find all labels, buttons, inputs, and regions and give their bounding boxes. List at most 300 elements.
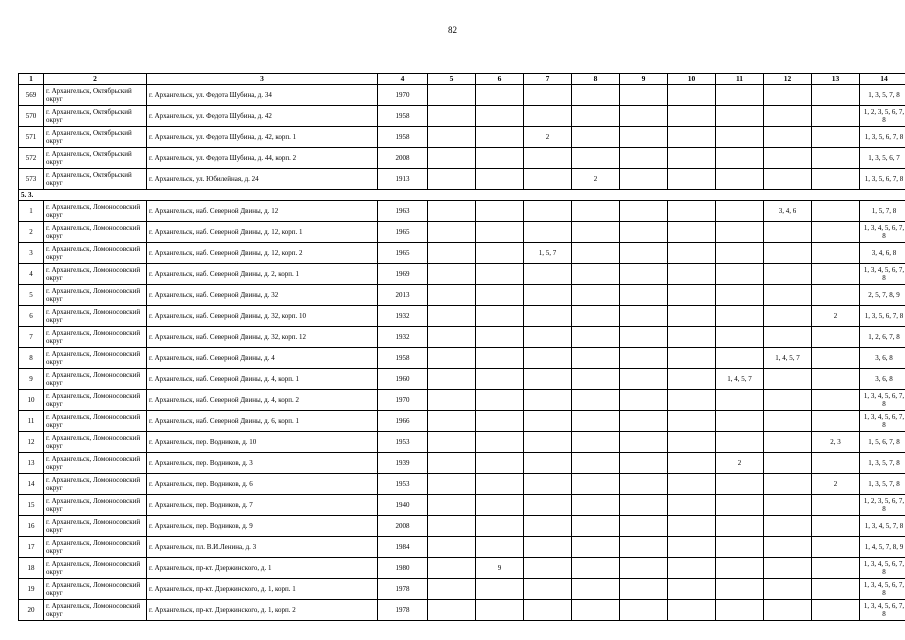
col10-cell: [668, 285, 716, 306]
col7-cell: [524, 516, 572, 537]
district-cell: г. Архангельск, Ломоносовский округ: [44, 369, 147, 390]
address-cell: г. Архангельск, ул. Федота Шубина, д. 44, корп. 2: [147, 148, 378, 169]
col11-cell: [716, 327, 764, 348]
col13-cell: 2: [812, 474, 860, 495]
col10-cell: [668, 243, 716, 264]
row-number: 12: [19, 432, 44, 453]
register-table: [18, 73, 905, 621]
col13-cell: [812, 390, 860, 411]
col12-cell: [764, 537, 812, 558]
col6-cell: [476, 169, 524, 190]
table-row: [19, 285, 905, 306]
col11-cell: [716, 348, 764, 369]
row-number: 20: [19, 600, 44, 621]
col13-cell: [812, 106, 860, 127]
year-cell: 1980: [378, 558, 428, 579]
col8-cell: [572, 285, 620, 306]
col6-cell: [476, 453, 524, 474]
col14-cell: 3, 6, 8: [860, 348, 905, 369]
district-cell: г. Архангельск, Ломоносовский округ: [44, 390, 147, 411]
col8-cell: [572, 327, 620, 348]
col10-cell: [668, 600, 716, 621]
col7-cell: [524, 285, 572, 306]
col13-cell: [812, 285, 860, 306]
col14-cell: 1, 4, 5, 7, 8, 9: [860, 537, 905, 558]
col8-cell: [572, 558, 620, 579]
col12-cell: 1, 4, 5, 7: [764, 348, 812, 369]
col13-cell: [812, 127, 860, 148]
year-cell: 1958: [378, 348, 428, 369]
col13-cell: [812, 558, 860, 579]
col12-cell: [764, 600, 812, 621]
district-cell: г. Архангельск, Ломоносовский округ: [44, 306, 147, 327]
col11-cell: [716, 432, 764, 453]
header-row: [19, 74, 905, 85]
col5-cell: [428, 453, 476, 474]
col13-cell: [812, 411, 860, 432]
address-cell: г. Архангельск, пер. Водников, д. 3: [147, 453, 378, 474]
col10-cell: [668, 127, 716, 148]
year-cell: 2008: [378, 516, 428, 537]
address-cell: г. Архангельск, пер. Водников, д. 7: [147, 495, 378, 516]
table-row: [19, 327, 905, 348]
year-cell: 1984: [378, 537, 428, 558]
col12-cell: [764, 390, 812, 411]
col11-cell: [716, 600, 764, 621]
column-header: 6: [476, 74, 524, 85]
year-cell: 1965: [378, 222, 428, 243]
col11-cell: [716, 474, 764, 495]
table-row: [19, 243, 905, 264]
address-cell: г. Архангельск, наб. Северной Двины, д. 2, корп. 1: [147, 264, 378, 285]
table-row: [19, 411, 905, 432]
col14-cell: 1, 3, 5, 6, 7, 8: [860, 169, 905, 190]
col5-cell: [428, 127, 476, 148]
col9-cell: [620, 369, 668, 390]
address-cell: г. Архангельск, ул. Юбилейная, д. 24: [147, 169, 378, 190]
col14-cell: 1, 3, 4, 5, 6, 7, 8: [860, 222, 905, 243]
col7-cell: [524, 169, 572, 190]
col8-cell: [572, 369, 620, 390]
col7-cell: [524, 390, 572, 411]
col12-cell: [764, 148, 812, 169]
district-cell: г. Архангельск, Ломоносовский округ: [44, 579, 147, 600]
col12-cell: [764, 169, 812, 190]
col8-cell: [572, 453, 620, 474]
col5-cell: [428, 148, 476, 169]
col14-cell: 1, 3, 5, 6, 7: [860, 148, 905, 169]
col13-cell: [812, 243, 860, 264]
address-cell: г. Архангельск, наб. Северной Двины, д. 32, корп. 12: [147, 327, 378, 348]
col13-cell: 2: [812, 306, 860, 327]
district-cell: г. Архангельск, Ломоносовский округ: [44, 537, 147, 558]
col7-cell: [524, 306, 572, 327]
table-row: [19, 390, 905, 411]
col14-cell: 1, 3, 4, 5, 6, 7, 8: [860, 579, 905, 600]
row-number: 570: [19, 106, 44, 127]
col6-cell: 9: [476, 558, 524, 579]
col5-cell: [428, 348, 476, 369]
table-row: [19, 348, 905, 369]
col9-cell: [620, 600, 668, 621]
col5-cell: [428, 432, 476, 453]
district-cell: г. Архангельск, Октябрьский округ: [44, 127, 147, 148]
col14-cell: 1, 3, 5, 6, 7, 8: [860, 306, 905, 327]
col14-cell: 1, 2, 6, 7, 8: [860, 327, 905, 348]
col7-cell: [524, 85, 572, 106]
col10-cell: [668, 411, 716, 432]
col9-cell: [620, 558, 668, 579]
col6-cell: [476, 85, 524, 106]
col10-cell: [668, 453, 716, 474]
row-number: 17: [19, 537, 44, 558]
col11-cell: [716, 106, 764, 127]
col11-cell: [716, 516, 764, 537]
col9-cell: [620, 85, 668, 106]
table-row: [19, 169, 905, 190]
col8-cell: 2: [572, 169, 620, 190]
col8-cell: [572, 148, 620, 169]
col14-cell: 1, 3, 4, 5, 6, 7, 8: [860, 600, 905, 621]
year-cell: 1953: [378, 432, 428, 453]
row-number: 569: [19, 85, 44, 106]
year-cell: 1932: [378, 327, 428, 348]
address-cell: г. Архангельск, наб. Северной Двины, д. 4, корп. 1: [147, 369, 378, 390]
table-row: [19, 600, 905, 621]
col12-cell: [764, 222, 812, 243]
col6-cell: [476, 411, 524, 432]
col6-cell: [476, 516, 524, 537]
col13-cell: [812, 600, 860, 621]
year-cell: 1960: [378, 369, 428, 390]
table-row: [19, 201, 905, 222]
column-header: 1: [19, 74, 44, 85]
column-header: 3: [147, 74, 378, 85]
table-row: [19, 453, 905, 474]
col7-cell: [524, 495, 572, 516]
col9-cell: [620, 579, 668, 600]
col6-cell: [476, 148, 524, 169]
col13-cell: [812, 222, 860, 243]
col10-cell: [668, 474, 716, 495]
district-cell: г. Архангельск, Ломоносовский округ: [44, 600, 147, 621]
column-header: 12: [764, 74, 812, 85]
col7-cell: [524, 222, 572, 243]
col11-cell: 2: [716, 453, 764, 474]
row-number: 11: [19, 411, 44, 432]
col5-cell: [428, 201, 476, 222]
row-number: 18: [19, 558, 44, 579]
col6-cell: [476, 222, 524, 243]
section-label: 5. 3.: [19, 190, 905, 201]
col5-cell: [428, 495, 476, 516]
col10-cell: [668, 264, 716, 285]
row-number: 2: [19, 222, 44, 243]
col12-cell: [764, 264, 812, 285]
col7-cell: [524, 579, 572, 600]
col9-cell: [620, 348, 668, 369]
column-header: 5: [428, 74, 476, 85]
col8-cell: [572, 432, 620, 453]
col13-cell: [812, 85, 860, 106]
col6-cell: [476, 201, 524, 222]
address-cell: г. Архангельск, наб. Северной Двины, д. 6, корп. 1: [147, 411, 378, 432]
column-header: 14: [860, 74, 905, 85]
table-row: [19, 369, 905, 390]
col5-cell: [428, 285, 476, 306]
col8-cell: [572, 201, 620, 222]
col9-cell: [620, 537, 668, 558]
col6-cell: [476, 106, 524, 127]
year-cell: 1970: [378, 390, 428, 411]
column-header: 11: [716, 74, 764, 85]
col14-cell: 1, 3, 5, 7, 8: [860, 85, 905, 106]
col7-cell: [524, 148, 572, 169]
address-cell: г. Архангельск, ул. Федота Шубина, д. 42, корп. 1: [147, 127, 378, 148]
col6-cell: [476, 600, 524, 621]
col6-cell: [476, 243, 524, 264]
year-cell: 1969: [378, 264, 428, 285]
col11-cell: [716, 201, 764, 222]
year-cell: 1939: [378, 453, 428, 474]
col14-cell: 1, 5, 6, 7, 8: [860, 432, 905, 453]
row-number: 8: [19, 348, 44, 369]
col13-cell: [812, 348, 860, 369]
col9-cell: [620, 201, 668, 222]
col7-cell: [524, 369, 572, 390]
col6-cell: [476, 474, 524, 495]
col10-cell: [668, 201, 716, 222]
address-cell: г. Архангельск, пл. В.И.Ленина, д. 3: [147, 537, 378, 558]
year-cell: 1913: [378, 169, 428, 190]
col11-cell: [716, 169, 764, 190]
col8-cell: [572, 474, 620, 495]
row-number: 6: [19, 306, 44, 327]
col8-cell: [572, 264, 620, 285]
col12-cell: [764, 432, 812, 453]
col14-cell: 1, 3, 5, 6, 7, 8: [860, 127, 905, 148]
col5-cell: [428, 169, 476, 190]
address-cell: г. Архангельск, пер. Водников, д. 6: [147, 474, 378, 495]
district-cell: г. Архангельск, Ломоносовский округ: [44, 432, 147, 453]
col12-cell: [764, 516, 812, 537]
year-cell: 1970: [378, 85, 428, 106]
col11-cell: [716, 148, 764, 169]
col10-cell: [668, 148, 716, 169]
address-cell: г. Архангельск, ул. Федота Шубина, д. 34: [147, 85, 378, 106]
col8-cell: [572, 600, 620, 621]
col10-cell: [668, 537, 716, 558]
col11-cell: [716, 495, 764, 516]
address-cell: г. Архангельск, наб. Северной Двины, д. 4, корп. 2: [147, 390, 378, 411]
col7-cell: [524, 558, 572, 579]
district-cell: г. Архангельск, Ломоносовский округ: [44, 201, 147, 222]
address-cell: г. Архангельск, наб. Северной Двины, д. 12, корп. 2: [147, 243, 378, 264]
col13-cell: [812, 516, 860, 537]
col5-cell: [428, 369, 476, 390]
year-cell: 2013: [378, 285, 428, 306]
col10-cell: [668, 579, 716, 600]
col9-cell: [620, 432, 668, 453]
col12-cell: [764, 306, 812, 327]
col5-cell: [428, 327, 476, 348]
year-cell: 1958: [378, 127, 428, 148]
district-cell: г. Архангельск, Ломоносовский округ: [44, 243, 147, 264]
col7-cell: [524, 106, 572, 127]
table-row: [19, 558, 905, 579]
col5-cell: [428, 537, 476, 558]
col14-cell: 1, 3, 4, 5, 7, 8: [860, 516, 905, 537]
table-row: [19, 148, 905, 169]
address-cell: г. Архангельск, пр-кт. Дзержинского, д. 1, корп. 1: [147, 579, 378, 600]
district-cell: г. Архангельск, Октябрьский округ: [44, 106, 147, 127]
column-header: 10: [668, 74, 716, 85]
page-number: 82: [448, 25, 457, 35]
col10-cell: [668, 106, 716, 127]
col5-cell: [428, 306, 476, 327]
col11-cell: [716, 264, 764, 285]
column-header: 4: [378, 74, 428, 85]
col9-cell: [620, 106, 668, 127]
col5-cell: [428, 558, 476, 579]
col6-cell: [476, 369, 524, 390]
year-cell: 1966: [378, 411, 428, 432]
col11-cell: [716, 558, 764, 579]
col10-cell: [668, 85, 716, 106]
col7-cell: [524, 264, 572, 285]
col14-cell: 1, 3, 4, 5, 6, 7, 8: [860, 411, 905, 432]
address-cell: г. Архангельск, пр-кт. Дзержинского, д. 1, корп. 2: [147, 600, 378, 621]
col5-cell: [428, 222, 476, 243]
address-cell: г. Архангельск, наб. Северной Двины, д. 32: [147, 285, 378, 306]
col9-cell: [620, 285, 668, 306]
col6-cell: [476, 390, 524, 411]
col10-cell: [668, 432, 716, 453]
col5-cell: [428, 516, 476, 537]
row-number: 571: [19, 127, 44, 148]
district-cell: г. Архангельск, Ломоносовский округ: [44, 285, 147, 306]
col8-cell: [572, 348, 620, 369]
col13-cell: [812, 369, 860, 390]
row-number: 5: [19, 285, 44, 306]
col11-cell: [716, 127, 764, 148]
col11-cell: [716, 579, 764, 600]
column-header: 2: [44, 74, 147, 85]
col10-cell: [668, 390, 716, 411]
table-row: [19, 432, 905, 453]
row-number: 15: [19, 495, 44, 516]
col11-cell: [716, 537, 764, 558]
col6-cell: [476, 306, 524, 327]
year-cell: 2008: [378, 148, 428, 169]
col7-cell: [524, 600, 572, 621]
col6-cell: [476, 127, 524, 148]
col9-cell: [620, 411, 668, 432]
col14-cell: 1, 2, 3, 5, 6, 7, 8: [860, 495, 905, 516]
col9-cell: [620, 264, 668, 285]
col12-cell: [764, 453, 812, 474]
col10-cell: [668, 369, 716, 390]
col8-cell: [572, 495, 620, 516]
col13-cell: [812, 495, 860, 516]
col7-cell: [524, 327, 572, 348]
col11-cell: [716, 243, 764, 264]
row-number: 572: [19, 148, 44, 169]
col8-cell: [572, 306, 620, 327]
col10-cell: [668, 348, 716, 369]
col5-cell: [428, 390, 476, 411]
col8-cell: [572, 127, 620, 148]
row-number: 3: [19, 243, 44, 264]
col6-cell: [476, 495, 524, 516]
col9-cell: [620, 169, 668, 190]
col12-cell: [764, 558, 812, 579]
column-header: 9: [620, 74, 668, 85]
col12-cell: [764, 411, 812, 432]
col14-cell: 3, 6, 8: [860, 369, 905, 390]
col7-cell: [524, 348, 572, 369]
year-cell: 1978: [378, 600, 428, 621]
col13-cell: [812, 537, 860, 558]
district-cell: г. Архангельск, Октябрьский округ: [44, 85, 147, 106]
col12-cell: [764, 106, 812, 127]
col13-cell: [812, 453, 860, 474]
col7-cell: [524, 411, 572, 432]
col12-cell: [764, 85, 812, 106]
col9-cell: [620, 222, 668, 243]
col13-cell: [812, 148, 860, 169]
col8-cell: [572, 516, 620, 537]
col6-cell: [476, 348, 524, 369]
col14-cell: 1, 3, 4, 5, 6, 7, 8: [860, 558, 905, 579]
year-cell: 1940: [378, 495, 428, 516]
district-cell: г. Архангельск, Ломоносовский округ: [44, 558, 147, 579]
address-cell: г. Архангельск, пер. Водников, д. 10: [147, 432, 378, 453]
section-row: [19, 190, 905, 201]
col11-cell: [716, 306, 764, 327]
col9-cell: [620, 327, 668, 348]
col8-cell: [572, 85, 620, 106]
row-number: 16: [19, 516, 44, 537]
year-cell: 1958: [378, 106, 428, 127]
col9-cell: [620, 495, 668, 516]
row-number: 19: [19, 579, 44, 600]
col10-cell: [668, 516, 716, 537]
col6-cell: [476, 579, 524, 600]
col9-cell: [620, 474, 668, 495]
col14-cell: 1, 2, 3, 5, 6, 7, 8: [860, 106, 905, 127]
col13-cell: [812, 579, 860, 600]
district-cell: г. Архангельск, Ломоносовский округ: [44, 411, 147, 432]
col12-cell: 3, 4, 6: [764, 201, 812, 222]
col12-cell: [764, 285, 812, 306]
col8-cell: [572, 579, 620, 600]
col9-cell: [620, 127, 668, 148]
address-cell: г. Архангельск, наб. Северной Двины, д. 4: [147, 348, 378, 369]
col11-cell: [716, 411, 764, 432]
col6-cell: [476, 264, 524, 285]
col9-cell: [620, 516, 668, 537]
col10-cell: [668, 495, 716, 516]
district-cell: г. Архангельск, Ломоносовский округ: [44, 516, 147, 537]
column-header: 7: [524, 74, 572, 85]
col7-cell: 1, 5, 7: [524, 243, 572, 264]
col11-cell: 1, 4, 5, 7: [716, 369, 764, 390]
row-number: 10: [19, 390, 44, 411]
district-cell: г. Архангельск, Ломоносовский округ: [44, 264, 147, 285]
col10-cell: [668, 306, 716, 327]
col9-cell: [620, 306, 668, 327]
